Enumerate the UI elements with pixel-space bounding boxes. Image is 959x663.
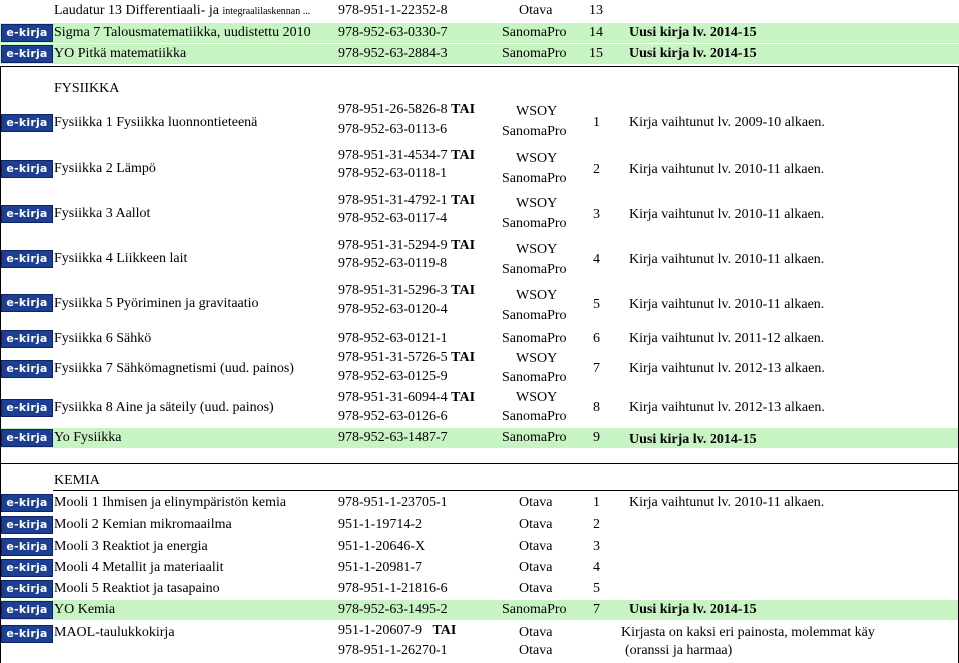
table-row (0, 536, 959, 557)
e-kirja-badge[interactable]: e-kirja (1, 250, 53, 268)
publisher: Otava (519, 3, 553, 18)
table-row (0, 44, 959, 64)
course-number: 5 (593, 581, 600, 596)
isbn: 951-1-20981-7 (338, 560, 422, 575)
publisher-alt: SanomaPro (502, 370, 567, 385)
isbn: 978-952-63-0330-7 (338, 25, 448, 40)
book-title: YO Kemia (54, 602, 116, 617)
isbn-alt: 978-952-63-0117-4 (338, 211, 448, 226)
note: Uusi kirja lv. 2014-15 (629, 25, 757, 40)
publisher: Otava (519, 581, 553, 596)
course-number: 7 (593, 361, 600, 376)
section-heading-kemia: KEMIA (54, 473, 100, 488)
e-kirja-badge[interactable]: e-kirja (1, 205, 53, 223)
isbn: 978-951-1-21816-6 (338, 581, 448, 596)
e-kirja-badge[interactable]: e-kirja (1, 399, 53, 417)
publisher-alt: SanomaPro (502, 308, 567, 323)
publisher-alt: SanomaPro (502, 124, 567, 139)
e-kirja-badge[interactable]: e-kirja (1, 601, 53, 619)
e-kirja-badge[interactable]: e-kirja (1, 330, 53, 348)
isbn: 978-951-31-5726-5 TAI (338, 350, 476, 365)
book-title: YO Pitkä matematiikka (54, 46, 187, 61)
publisher: WSOY (516, 104, 558, 119)
publisher-alt: SanomaPro (502, 216, 567, 231)
book-title: Fysiikka 5 Pyöriminen ja gravitaatio (54, 296, 259, 311)
isbn: 951-1-20607-9 TAI (338, 623, 457, 638)
publisher: SanomaPro (502, 602, 567, 617)
note: Kirja vaihtunut lv. 2010-11 alkaen. (629, 207, 825, 222)
publisher: WSOY (516, 151, 558, 166)
divider (0, 66, 959, 67)
e-kirja-badge[interactable]: e-kirja (1, 160, 53, 178)
note-alt: (oranssi ja harmaa) (625, 643, 733, 658)
publisher: SanomaPro (502, 430, 567, 445)
publisher-alt: SanomaPro (502, 409, 567, 424)
book-title: Sigma 7 Talousmatematiikka, uudistettu 2010 (54, 25, 311, 40)
book-title: MAOL-taulukkokirja (54, 625, 175, 640)
publisher-alt: Otava (519, 643, 553, 658)
note: Kirja vaihtunut lv. 2010-11 alkaen. (629, 297, 825, 312)
course-number: 2 (593, 517, 600, 532)
isbn: 978-951-31-6094-4 TAI (338, 390, 476, 405)
e-kirja-badge[interactable]: e-kirja (1, 516, 53, 534)
publisher: Otava (519, 560, 553, 575)
table-row (1, 600, 958, 620)
table-row (0, 100, 959, 144)
book-title: Fysiikka 8 Aine ja säteily (uud. painos) (54, 400, 274, 415)
note: Uusi kirja lv. 2014-15 (629, 602, 757, 617)
note: Uusi kirja lv. 2014-15 (629, 432, 757, 447)
e-kirja-badge[interactable]: e-kirja (1, 494, 53, 512)
book-title: Fysiikka 3 Aallot (54, 206, 151, 221)
table-row (0, 514, 959, 535)
isbn: 978-952-63-0121-1 (338, 331, 448, 346)
table-row (0, 0, 959, 21)
note: Kirja vaihtunut lv. 2010-11 alkaen. (629, 252, 825, 267)
e-kirja-badge[interactable]: e-kirja (1, 538, 53, 556)
course-number: 13 (589, 3, 603, 18)
course-number: 4 (593, 560, 600, 575)
note: Kirja vaihtunut lv. 2012-13 alkaen. (629, 361, 825, 376)
course-number: 14 (589, 25, 603, 40)
table-row (0, 492, 959, 513)
table-row (0, 578, 959, 599)
book-title: Mooli 2 Kemian mikromaailma (54, 517, 232, 532)
table-row (1, 428, 958, 448)
table-row (0, 557, 959, 578)
note: Kirja vaihtunut lv. 2011-12 alkaen. (629, 331, 825, 346)
course-number: 6 (593, 331, 600, 346)
note: Kirja vaihtunut lv. 2010-11 alkaen. (629, 495, 825, 510)
isbn: 978-951-31-5296-3 TAI (338, 283, 476, 298)
publisher: WSOY (516, 196, 558, 211)
book-title: Mooli 1 Ihmisen ja elinympäristön kemia (54, 495, 287, 510)
isbn: 951-1-19714-2 (338, 517, 422, 532)
note: Kirja vaihtunut lv. 2009-10 alkaen. (629, 115, 825, 130)
book-title: Yo Fysiikka (54, 430, 122, 445)
publisher-alt: SanomaPro (502, 262, 567, 277)
course-number: 2 (593, 162, 600, 177)
publisher: WSOY (516, 242, 558, 257)
divider (53, 490, 958, 491)
e-kirja-badge[interactable]: e-kirja (1, 625, 53, 643)
course-number: 15 (589, 46, 603, 61)
isbn-alt: 978-952-63-0120-4 (338, 302, 448, 317)
course-number: 3 (593, 207, 600, 222)
note: Kirja vaihtunut lv. 2010-11 alkaen. (629, 162, 825, 177)
table-row (0, 620, 959, 663)
table-row (0, 146, 959, 190)
isbn-alt: 978-952-63-0125-9 (338, 369, 448, 384)
e-kirja-badge[interactable]: e-kirja (1, 429, 53, 447)
publisher: SanomaPro (502, 331, 567, 346)
course-number: 1 (593, 115, 600, 130)
book-title: Fysiikka 6 Sähkö (54, 331, 152, 346)
publisher: WSOY (516, 390, 558, 405)
book-title: Fysiikka 2 Lämpö (54, 161, 156, 176)
isbn: 978-951-31-4534-7 TAI (338, 148, 476, 163)
course-number: 9 (593, 430, 600, 445)
book-title: Fysiikka 4 Liikkeen lait (54, 251, 188, 266)
publisher: Otava (519, 625, 553, 640)
e-kirja-badge[interactable]: e-kirja (1, 45, 53, 63)
course-number: 5 (593, 297, 600, 312)
book-title: Fysiikka 7 Sähkömagnetismi (uud. painos) (54, 361, 294, 376)
publisher: Otava (519, 539, 553, 554)
isbn: 978-952-63-1495-2 (338, 602, 448, 617)
table-row (0, 284, 959, 328)
isbn: 978-952-63-2884-3 (338, 46, 448, 61)
isbn: 978-951-1-23705-1 (338, 495, 448, 510)
note: Kirja vaihtunut lv. 2012-13 alkaen. (629, 400, 825, 415)
table-row (0, 330, 959, 349)
book-title: Fysiikka 1 Fysiikka luonnontieteenä (54, 115, 258, 130)
isbn-alt: 978-951-1-26270-1 (338, 643, 448, 658)
book-title: Mooli 4 Metallit ja materiaalit (54, 560, 224, 575)
isbn-alt: 978-952-63-0118-1 (338, 166, 448, 181)
publisher-alt: SanomaPro (502, 171, 567, 186)
isbn: 951-1-20646-X (338, 539, 426, 554)
book-title: Mooli 3 Reaktiot ja energia (54, 539, 208, 554)
isbn: 978-951-31-5294-9 TAI (338, 238, 476, 253)
isbn: 978-952-63-1487-7 (338, 430, 448, 445)
e-kirja-badge[interactable]: e-kirja (1, 360, 53, 378)
note: Uusi kirja lv. 2014-15 (629, 46, 757, 61)
divider (0, 463, 959, 464)
course-number: 7 (593, 602, 600, 617)
isbn-alt: 978-952-63-0119-8 (338, 256, 448, 271)
table-row (0, 192, 959, 236)
e-kirja-badge[interactable]: e-kirja (1, 294, 53, 312)
e-kirja-badge[interactable]: e-kirja (1, 114, 53, 132)
publisher: SanomaPro (502, 46, 567, 61)
isbn: 978-951-1-22352-8 (338, 3, 448, 18)
isbn: 978-951-26-5826-8 TAI (338, 102, 476, 117)
e-kirja-badge[interactable]: e-kirja (1, 24, 53, 42)
table-row (0, 389, 959, 427)
publisher: SanomaPro (502, 25, 567, 40)
book-title: Laudatur 13 Differentiaali- ja integraalilaskennan ... (54, 3, 311, 18)
note: Kirjasta on kaksi eri painosta, molemmat käy (621, 625, 875, 640)
publisher: Otava (519, 495, 553, 510)
e-kirja-badge[interactable]: e-kirja (1, 580, 53, 598)
isbn-alt: 978-952-63-0113-6 (338, 122, 448, 137)
book-title: Mooli 5 Reaktiot ja tasapaino (54, 581, 220, 596)
course-number: 8 (593, 400, 600, 415)
course-number: 3 (593, 539, 600, 554)
isbn-alt: 978-952-63-0126-6 (338, 409, 448, 424)
publisher: WSOY (516, 288, 558, 303)
section-heading-fysiikka: FYSIIKKA (54, 81, 120, 96)
e-kirja-badge[interactable]: e-kirja (1, 559, 53, 577)
course-number: 1 (593, 495, 600, 510)
publisher: Otava (519, 517, 553, 532)
table-row (0, 23, 959, 43)
isbn: 978-951-31-4792-1 TAI (338, 193, 476, 208)
publisher: WSOY (516, 351, 558, 366)
table-row (0, 238, 959, 282)
course-number: 4 (593, 252, 600, 267)
table-row (0, 349, 959, 389)
